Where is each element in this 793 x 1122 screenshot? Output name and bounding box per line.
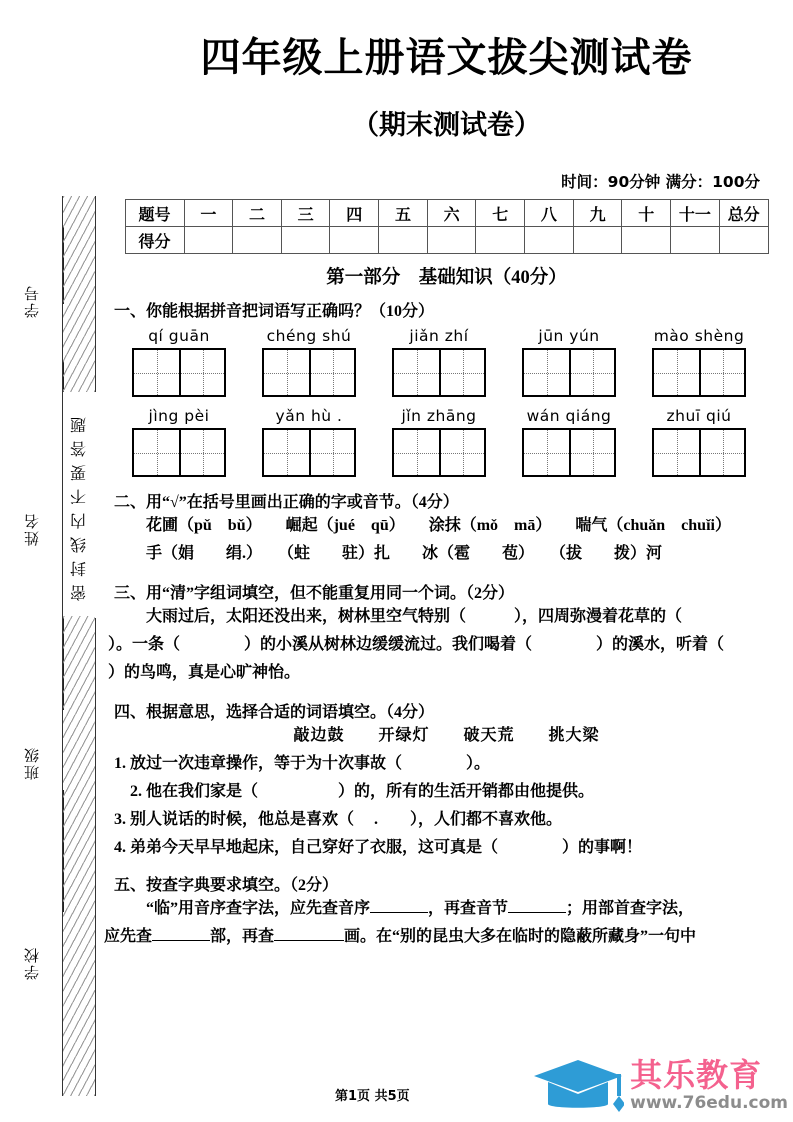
tianzige-cell[interactable]: [524, 350, 569, 395]
question-5-text-d: 应先查: [104, 928, 153, 945]
score-cell-total[interactable]: [719, 227, 768, 254]
score-table-col-8: 八: [525, 200, 574, 227]
question-3-line-3: ）的鸟鸣，真是心旷神怡。: [108, 664, 301, 681]
page-title: 四年级上册语文拔尖测试卷: [200, 35, 693, 81]
tianzige-box[interactable]: [392, 428, 486, 477]
tianzige-box[interactable]: [132, 348, 226, 397]
score-cell-6[interactable]: [427, 227, 476, 254]
score-cell-5[interactable]: [379, 227, 428, 254]
score-table-col-11: 十一: [671, 200, 720, 227]
exam-sheet: [100, 0, 793, 1122]
tianzige-cell[interactable]: [654, 350, 699, 395]
score-cell-8[interactable]: [525, 227, 574, 254]
question-4-item-1: 1. 放过一次违章操作，等于为十次事故（ ）。: [114, 755, 491, 772]
tianzige-cell[interactable]: [569, 430, 614, 475]
tianzige-box[interactable]: [522, 348, 616, 397]
score-cell-10[interactable]: [622, 227, 671, 254]
pinyin-group: [392, 407, 486, 477]
tianzige-cell[interactable]: [654, 430, 699, 475]
score-table-col-10: 十: [622, 200, 671, 227]
sealing-strip: [0, 0, 100, 1122]
score-cell-9[interactable]: [573, 227, 622, 254]
question-3-line-2: ）。一条（ ）的小溪从树林边缓缓流过。我们喝着（ ）的溪水，听着（: [108, 636, 725, 653]
seal-field-class: 班级: [25, 746, 41, 780]
score-table-col-6: 六: [427, 200, 476, 227]
question-5-text-f: 画。在“别的昆虫大多在临时的隐蔽所藏身”一句中: [344, 928, 697, 945]
pinyin-label: mào shèng: [653, 327, 745, 345]
pinyin-label: jiǎn zhí: [409, 327, 469, 345]
tianzige-cell[interactable]: [264, 350, 309, 395]
question-5-text-b: ，再查音节: [428, 900, 509, 917]
seal-field-name: 姓名: [25, 512, 41, 546]
score-table-row-label-1: 题号: [125, 200, 184, 227]
tianzige-cell[interactable]: [394, 430, 439, 475]
question-5-line-1: [100, 895, 793, 923]
tianzige-cell[interactable]: [309, 350, 354, 395]
score-table-col-3: 三: [281, 200, 330, 227]
pinyin-group: [132, 407, 226, 477]
seal-hatch-bottom: [63, 616, 95, 1096]
tianzige-box[interactable]: [132, 428, 226, 477]
tianzige-cell[interactable]: [134, 430, 179, 475]
pinyin-label: wán qiáng: [526, 407, 612, 425]
page-number-footer: 第1页 共5页: [335, 1089, 410, 1104]
question-5-title: 五、按查字典要求填空。（2分）: [114, 877, 339, 894]
question-4-title: 四、根据意思，选择合适的词语填空。（4分）: [114, 704, 435, 721]
score-table-col-9: 九: [573, 200, 622, 227]
score-table-col-4: 四: [330, 200, 379, 227]
question-5-text-c: ；用部首查字法，: [566, 900, 695, 917]
tianzige-cell[interactable]: [524, 430, 569, 475]
tianzige-cell[interactable]: [179, 350, 224, 395]
pinyin-group: [262, 327, 356, 397]
seal-field-student-id: 学号: [25, 284, 41, 318]
score-table-col-total: 总分: [719, 200, 768, 227]
pinyin-label: jūn yún: [538, 327, 600, 345]
pinyin-group: [522, 327, 616, 397]
tianzige-cell[interactable]: [264, 430, 309, 475]
question-4-item-2: 2. 他在我们家是（ ）的，所有的生活开销都由他提供。: [130, 783, 595, 800]
pinyin-label: zhuī qiú: [666, 407, 732, 425]
tianzige-cell[interactable]: [439, 430, 484, 475]
table-row-scores: [125, 227, 768, 254]
exam-meta-line: 时间：90分钟 满分：100分: [561, 173, 760, 191]
question-2-title: 二、用“√”在括号里画出正确的字或音节。（4分）: [114, 494, 459, 511]
score-cell-7[interactable]: [476, 227, 525, 254]
tianzige-box[interactable]: [522, 428, 616, 477]
question-5-text-e: 部，再查: [210, 928, 275, 945]
score-table-col-1: 一: [184, 200, 233, 227]
question-2-line-1: 花圃（pǔ bǔ） 崛起（jué qū） 涂抹（mǒ mā） 喘气（chuǎn chuǐi）: [146, 517, 731, 534]
answer-blank-yinjie[interactable]: [508, 912, 566, 913]
score-table-col-7: 七: [476, 200, 525, 227]
answer-blank-bushou[interactable]: [152, 940, 210, 941]
page-subtitle: （期末测试卷）: [352, 110, 541, 141]
score-cell-2[interactable]: [233, 227, 282, 254]
score-cell-3[interactable]: [281, 227, 330, 254]
logo-website-url: www.76edu.com: [630, 1092, 788, 1113]
tianzige-cell[interactable]: [699, 350, 744, 395]
tianzige-cell[interactable]: [309, 430, 354, 475]
answer-blank-bihua[interactable]: [274, 940, 344, 941]
pinyin-group: [262, 407, 356, 477]
tianzige-box[interactable]: [262, 428, 356, 477]
seal-field-column: [22, 0, 62, 1122]
question-4-item-4: 4. 弟弟今天早早地起床，自己穿好了衣服，这可真是（ ）的事啊！: [114, 839, 643, 856]
score-cell-4[interactable]: [330, 227, 379, 254]
pinyin-group: [392, 327, 486, 397]
tianzige-cell[interactable]: [179, 430, 224, 475]
question-3-line-1: 大雨过后，太阳还没出来，树林里空气特别（ ），四周弥漫着花草的（: [146, 608, 683, 625]
score-table-col-5: 五: [379, 200, 428, 227]
tianzige-cell[interactable]: [134, 350, 179, 395]
seal-hatch-top: [63, 196, 95, 392]
pinyin-label: chéng shú: [266, 327, 352, 345]
tianzige-box[interactable]: [652, 348, 746, 397]
tianzige-cell[interactable]: [569, 350, 614, 395]
score-cell-1[interactable]: [184, 227, 233, 254]
question-1-pinyin-row-2: [100, 407, 793, 477]
seal-field-school: 学校: [25, 946, 41, 980]
logo-text-block: [630, 1055, 788, 1113]
pinyin-group: [652, 407, 746, 477]
question-5-line-2: [100, 923, 793, 951]
tianzige-box[interactable]: [652, 428, 746, 477]
question-5-text-a: “临”用音序查字法，应先查音序: [146, 900, 371, 917]
table-row-question-numbers: [125, 200, 768, 227]
tianzige-box[interactable]: [392, 348, 486, 397]
pinyin-label: qí guān: [148, 327, 210, 345]
question-1-title: 一、你能根据拼音把词语写正确吗？（10分）: [114, 303, 435, 320]
graduation-cap-icon: [532, 1054, 624, 1116]
score-table-row-label-2: 得分: [125, 227, 184, 254]
seal-inner-label: 密封线内不要答题: [63, 392, 97, 618]
question-1-pinyin-row-1: [100, 327, 793, 397]
score-cell-11[interactable]: [671, 227, 720, 254]
score-table: [125, 199, 769, 254]
tianzige-cell[interactable]: [699, 430, 744, 475]
seal-hatched-box: [62, 196, 96, 1096]
pinyin-group: [132, 327, 226, 397]
question-4-word-bank: 敲边鼓 开绿灯 破天荒 挑大梁: [293, 727, 600, 744]
tianzige-cell[interactable]: [394, 350, 439, 395]
pinyin-label: jǐn zhāng: [401, 407, 477, 425]
tianzige-cell[interactable]: [439, 350, 484, 395]
site-logo: [532, 1054, 788, 1116]
tianzige-box[interactable]: [262, 348, 356, 397]
pinyin-label: jìng pèi: [148, 407, 210, 425]
logo-brand-name: 其乐教育: [630, 1055, 763, 1094]
question-2-line-2: 手（娟 绢.） （蛀 驻）扎 冰（雹 苞） （拔 拨）河: [146, 545, 663, 562]
question-4-item-3: 3. 别人说话的时候，他总是喜欢（ . ），人们都不喜欢他。: [114, 811, 563, 828]
pinyin-group: [522, 407, 616, 477]
pinyin-label: yǎn hù .: [275, 407, 343, 425]
answer-blank-yinxu[interactable]: [370, 912, 428, 913]
score-table-col-2: 二: [233, 200, 282, 227]
part-one-heading: 第一部分 基础知识（40分）: [326, 268, 567, 288]
pinyin-group: [652, 327, 746, 397]
question-3-title: 三、用“清”字组词填空，但不能重复用同一个词。（2分）: [114, 585, 515, 602]
